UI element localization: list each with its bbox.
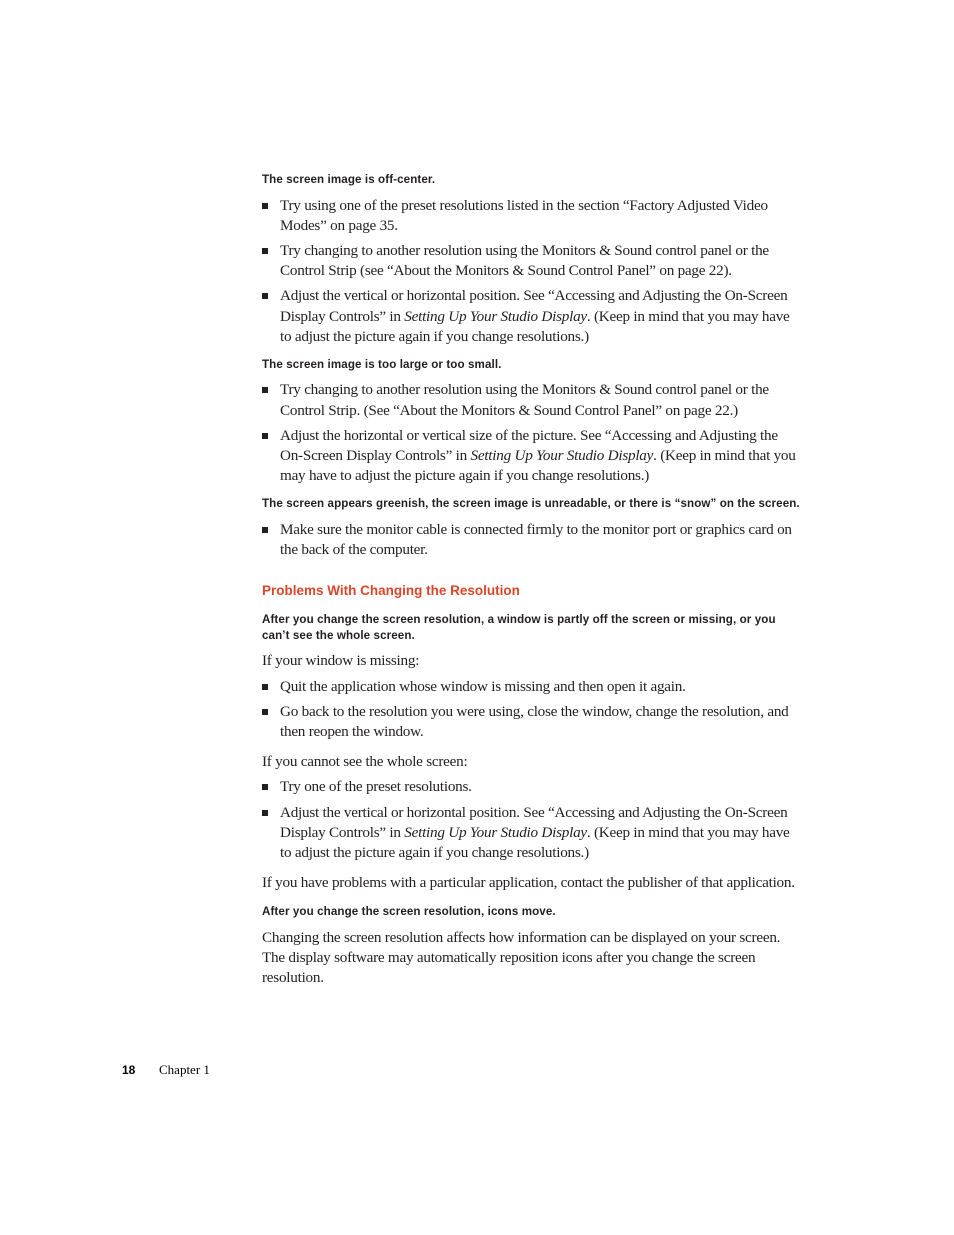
chapter-label: Chapter 1 (159, 1062, 210, 1077)
bullet-square-icon (262, 684, 268, 690)
subheading-window-missing: After you change the screen resolution, a window is partly off the screen or missing, or you can’t see the whole screen. (262, 613, 776, 642)
bullet-list-greenish (262, 520, 802, 560)
list-item: Adjust the vertical or horizontal position. See “Accessing and Adjusting the On-Screen Display Controls” in Setting Up Your Studio Display. (Keep in mind that you may have to adjust the picture again if you change resolutions.) (262, 286, 802, 347)
list-item: Try using one of the preset resolutions listed in the section “Factory Adjusted Video Modes” on page 35. (262, 196, 802, 236)
bullet-square-icon (262, 293, 268, 299)
intro-window-missing: If your window is missing: (262, 652, 420, 670)
bullet-square-icon (262, 433, 268, 439)
list-item: Try changing to another resolution using the Monitors & Sound control panel or the Control Strip (see “About the Monitors & Sound Control Panel” on page 22). (262, 241, 802, 281)
list-item: Try changing to another resolution using the Monitors & Sound control panel or the Control Strip. (See “About the Monitors & Sound Control Panel” on page 22.) (262, 380, 802, 420)
list-item: Go back to the resolution you were using, close the window, change the resolution, and then reopen the window. (262, 702, 802, 742)
bullet-square-icon (262, 203, 268, 209)
list-item: Quit the application whose window is missing and then open it again. (262, 677, 802, 697)
bullet-square-icon (262, 527, 268, 533)
list-item: Try one of the preset resolutions. (262, 777, 802, 797)
page-content (262, 172, 802, 993)
bullet-list-whole-screen (262, 777, 802, 863)
subheading-size: The screen image is too large or too small. (262, 357, 502, 371)
page-number: 18 (122, 1063, 136, 1077)
list-item: Adjust the vertical or horizontal position. See “Accessing and Adjusting the On-Screen Display Controls” in Setting Up Your Studio Display. (Keep in mind that you may have to adjust the picture again if you change resolutions.) (262, 803, 802, 864)
book-title: Setting Up Your Studio Display (470, 447, 654, 465)
outro-application: If you have problems with a particular application, contact the publisher of that application. (262, 874, 795, 892)
bullet-list-window-missing (262, 677, 802, 743)
subheading-icons-move: After you change the screen resolution, icons move. (262, 905, 556, 919)
bullet-list-off-center (262, 196, 802, 347)
bullet-square-icon (262, 810, 268, 816)
list-item: Make sure the monitor cable is connected firmly to the monitor port or graphics card on the back of the computer. (262, 520, 802, 560)
section-title: Problems With Changing the Resolution (262, 583, 520, 599)
subheading-off-center: The screen image is off-center. (262, 173, 436, 186)
bullet-square-icon (262, 709, 268, 715)
list-item: Adjust the horizontal or vertical size of the picture. See “Accessing and Adjusting the On-Screen Display Controls” in Setting Up Your Studio Display. (Keep in mind that you may have to adjust the picture again if you change resolutions.) (262, 426, 802, 487)
body-icons-move: Changing the screen resolution affects how information can be displayed on your screen. The display software may automatically reposition icons after you change the screen resolution. (262, 928, 781, 987)
bullet-list-size (262, 380, 802, 486)
subheading-greenish: The screen appears greenish, the screen image is unreadable, or there is “snow” on the screen. (262, 497, 800, 511)
book-title: Setting Up Your Studio Display (404, 823, 587, 841)
bullet-square-icon (262, 784, 268, 790)
intro-whole-screen: If you cannot see the whole screen: (262, 753, 468, 771)
book-title: Setting Up Your Studio Display (404, 307, 587, 325)
bullet-square-icon (262, 248, 268, 254)
bullet-square-icon (262, 387, 268, 393)
